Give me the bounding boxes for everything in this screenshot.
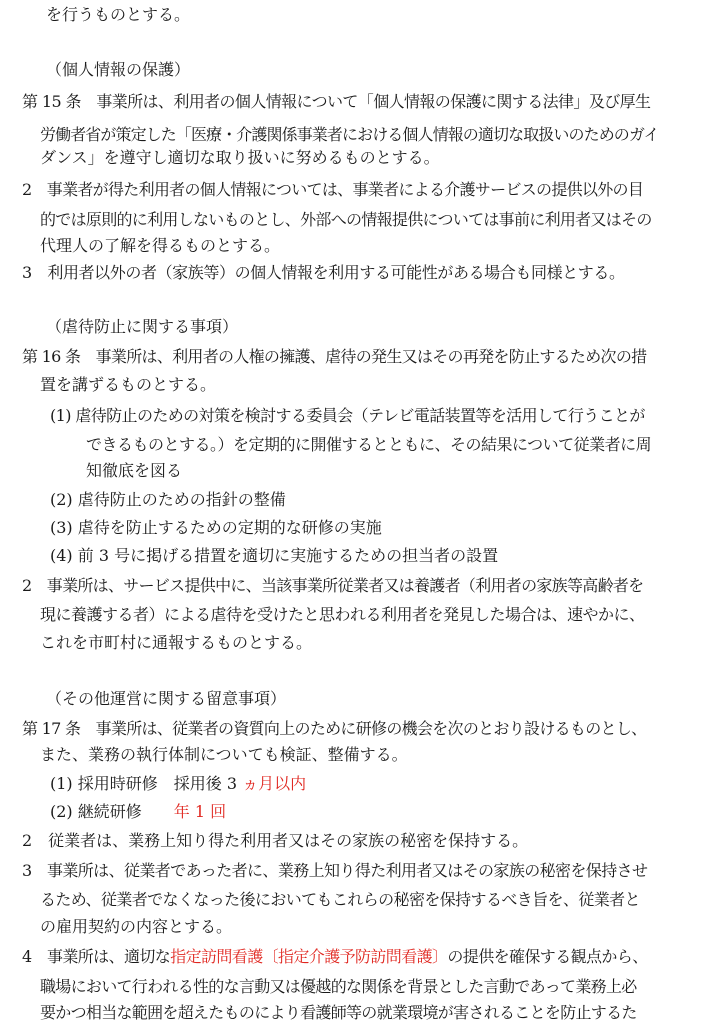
text-line: を行うものとする。 xyxy=(46,5,191,24)
text-line: できるものとする。）を定期的に開催するとともに、その結果について従業者に周 xyxy=(86,435,652,454)
list-item: (4) 前 3 号に掲げる措置を適切に実施するための担当者の設置 xyxy=(50,546,499,565)
paragraph-4 xyxy=(22,946,648,968)
section-heading: （個人情報の保護） xyxy=(46,60,191,79)
list-item xyxy=(50,801,226,823)
highlighted-text: 年 1 回 xyxy=(173,802,227,821)
text-line: 職場において行われる性的な言動又は優越的な関係を背景とした言動であって業務上必 xyxy=(40,977,637,996)
text-run: 4 事業所は、適切な xyxy=(22,947,171,966)
text-line: 知徹底を図る xyxy=(86,461,183,480)
paragraph-3: 3 事業所は、従業者であった者に、業務上知り得た利用者又はその家族の秘密を保持させ xyxy=(22,861,648,880)
training-label: (2) 継続研修 xyxy=(50,802,174,821)
text-line: るため、従業者でなくなった後においてもこれらの秘密を保持するべき旨を、従業者と xyxy=(40,890,640,909)
text-line: 的では原則的に利用しないものとし、外部への情報提供については事前に利用者又はその xyxy=(40,210,652,229)
text-run: の提供を確保する観点から、 xyxy=(447,947,648,966)
text-line: 代理人の了解を得るものとする。 xyxy=(40,236,281,255)
section-heading: （虐待防止に関する事項） xyxy=(46,317,239,336)
list-item: (3) 虐待を防止するための定期的な研修の実施 xyxy=(50,518,382,537)
text-line: また、業務の執行体制についても検証、整備する。 xyxy=(40,745,408,764)
list-item xyxy=(50,773,306,795)
training-label: (1) 採用時研修 採用後 3 xyxy=(50,774,243,793)
paragraph-2: 2 事業所は、サービス提供中に、当該事業所従業者又は養護者（利用者の家族等高齢者を xyxy=(22,576,644,595)
highlighted-text: 指定訪問看護〔指定介護予防訪問看護〕 xyxy=(170,947,448,966)
text-line: 要かつ相当な範囲を超えたものにより看護師等の就業環境が害されることを防止するた xyxy=(40,1003,637,1022)
list-item: (2) 虐待防止のための指針の整備 xyxy=(50,490,286,509)
article-17: 第 17 条 事業所は、従業者の資質向上のために研修の機会を次のとおり設けるものとし、 xyxy=(22,719,647,738)
text-line: ダンス」を遵守し適切な取り扱いに努めるものとする。 xyxy=(40,148,440,167)
text-line: 置を講ずるものとする。 xyxy=(40,375,217,394)
paragraph-3: 3 利用者以外の者（家族等）の個人情報を利用する可能性がある場合も同様とする。 xyxy=(22,263,625,282)
highlighted-text: ヵ月以内 xyxy=(242,774,307,793)
article-16: 第 16 条 事業所は、利用者の人権の擁護、虐待の発生又はその再発を防止するため次の措 xyxy=(22,347,647,366)
paragraph-2: 2 事業者が得た利用者の個人情報については、事業者による介護サービスの提供以外の目 xyxy=(22,180,644,199)
text-line: 現に養護する者）による虐待を受けたと思われる利用者を発見した場合は、速やかに、 xyxy=(40,605,645,624)
list-item: (1) 虐待防止のための対策を検討する委員会（テレビ電話装置等を活用して行うことが xyxy=(50,406,645,425)
text-line: これを市町村に通報するものとする。 xyxy=(40,633,313,652)
article-15: 第 15 条 事業所は、利用者の個人情報について「個人情報の保護に関する法律」及び厚生 xyxy=(22,92,651,111)
text-line: 労働者省が策定した「医療・介護関係事業者における個人情報の適切な取扱いのためのガイ xyxy=(40,125,659,144)
text-line: の雇用契約の内容とする。 xyxy=(40,917,233,936)
paragraph-2: 2 従業者は、業務上知り得た利用者又はその家族の秘密を保持する。 xyxy=(22,831,529,850)
section-heading: （その他運営に関する留意事項） xyxy=(46,689,287,708)
